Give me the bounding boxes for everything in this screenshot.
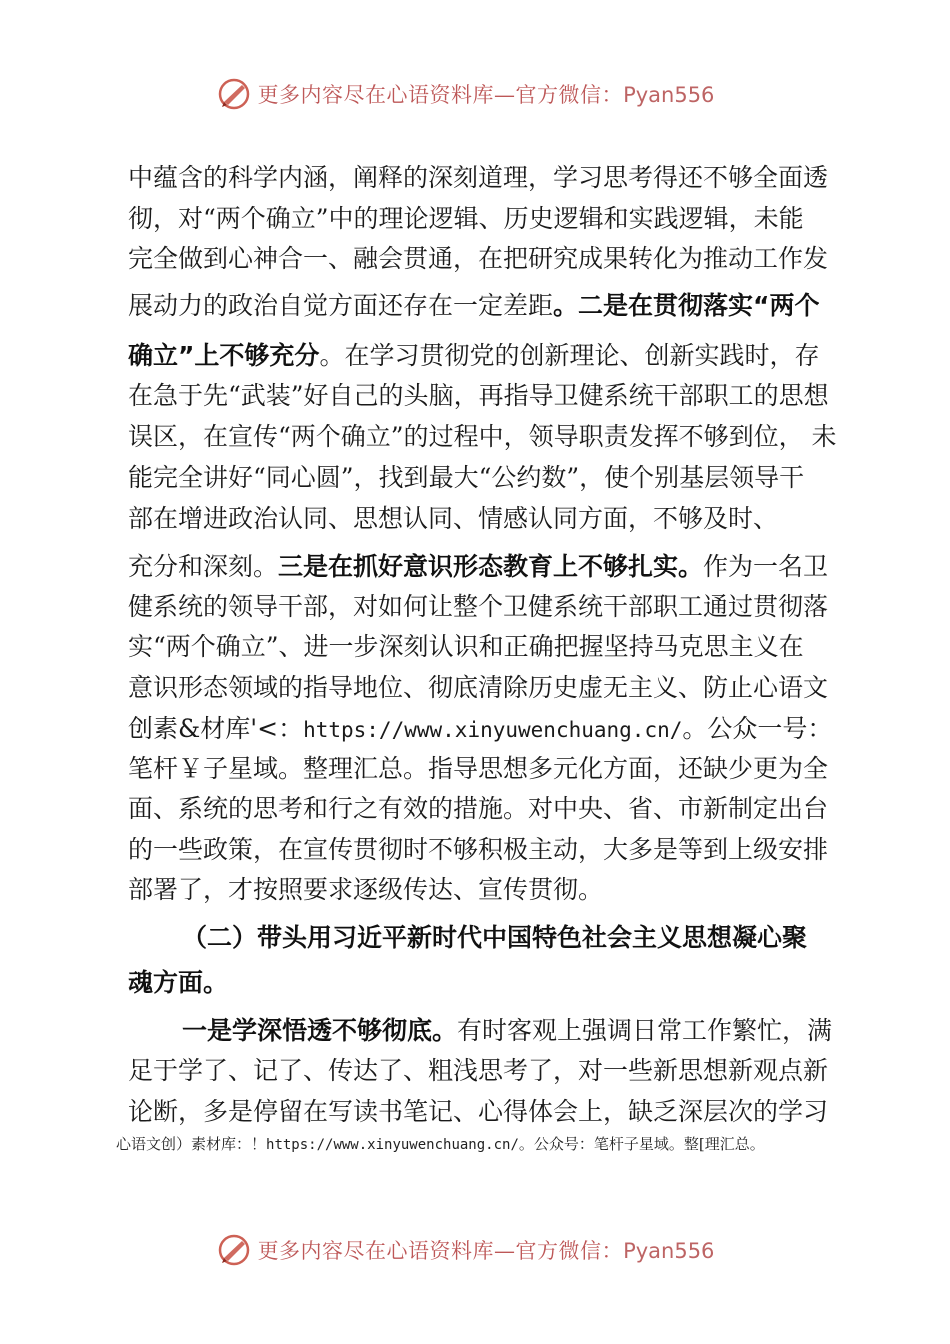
text-line: 部在增进政治认同、思想认同、情感认同方面，不够及时、	[128, 504, 779, 533]
footnote: 心语文创）素材库：！https://www.xinyuwenchuang.cn/。公众号：笔杆子星域。整[理汇总。	[116, 1135, 765, 1153]
inline-url: https://www.xinyuwenchuang.cn/	[303, 718, 683, 742]
text-line: 能完全讲好“同心圆”，找到最大“公约数”，使个别基层领导干	[128, 463, 805, 492]
inline-heading: 一是学深悟透不够彻底。	[182, 1016, 458, 1045]
text-line: 笔杆￥子星域。整理汇总。指导思想多元化方面，还缺少更为全	[128, 754, 829, 783]
inline-heading: 确立”上不够充分	[128, 341, 320, 370]
banner-text: 更多内容尽在心语资料库—官方微信：Pyan556	[257, 1239, 715, 1263]
text-line: 健系统的领导干部，对如何让整个卫健系统干部职工通过贯彻落	[128, 592, 829, 621]
text-line: 部署了，才按照要求逐级传达、宣传贯彻。	[128, 875, 604, 904]
text-line: 充分和深刻。三是在抓好意识形态教育上不够扎实。作为一名卫	[128, 552, 829, 581]
text-line: 完全做到心神合一、融会贯通，在把研究成果转化为推动工作发	[128, 244, 829, 273]
section-heading: （二）带头用习近平新时代中国特色社会主义思想凝心聚	[182, 923, 808, 952]
header-watermark-banner	[0, 74, 950, 114]
footer-watermark-banner	[0, 1230, 950, 1270]
text-line: 一是学深悟透不够彻底。有时客观上强调日常工作繁忙，满	[182, 1016, 833, 1045]
text-line: 展动力的政治自觉方面还存在一定差距。二是在贯彻落实“两个	[128, 291, 820, 320]
text-line: 的一些政策，在宣传贯彻时不够积极主动，大多是等到上级安排	[128, 835, 829, 864]
inline-heading: 三是在抓好意识形态教育上不够扎实。	[278, 552, 704, 581]
text-line: 确立”上不够充分。在学习贯彻党的创新理论、创新实践时，存	[128, 341, 820, 370]
text-line: 面、系统的思考和行之有效的措施。对中央、省、市新制定出台	[128, 794, 829, 823]
text-line: 彻，对“两个确立”中的理论逻辑、历史逻辑和实践逻辑，未能	[128, 204, 804, 233]
banner-text: 更多内容尽在心语资料库—官方微信：Pyan556	[257, 83, 715, 107]
text-line: 误区，在宣传“两个确立”的过程中，领导职责发挥不够到位， 未	[128, 422, 837, 451]
text-line: 在急于先“武装”好自己的头脑，再指导卫健系统干部职工的思想	[128, 381, 829, 410]
wechat-id: Pyan556	[623, 1239, 715, 1263]
text-line: 中蕴含的科学内涵，阐释的深刻道理，学习思考得还不够全面透	[128, 163, 829, 192]
pen-logo-icon	[216, 1232, 252, 1268]
footnote-url: https://www.xinyuwenchuang.cn/	[266, 1137, 519, 1153]
text-line: 足于学了、记了、传达了、粗浅思考了，对一些新思想新观点新	[128, 1056, 829, 1085]
text-line: 实“两个确立”、进一步深刻认识和正确把握坚持马克思主义在	[128, 632, 804, 661]
pen-logo-icon	[216, 76, 252, 112]
section-heading-cont: 魂方面。	[128, 968, 229, 997]
text-line: 创素&材库'<：https://www.xinyuwenchuang.cn/。公众一号：	[128, 714, 833, 743]
wechat-id: Pyan556	[623, 83, 715, 107]
text-line: 论断，多是停留在写读书笔记、心得体会上，缺乏深层次的学习	[128, 1097, 829, 1126]
inline-heading: 。二是在贯彻落实“两个	[553, 291, 820, 320]
text-line: 意识形态领域的指导地位、彻底清除历史虚无主义、防止心语文	[128, 673, 829, 702]
